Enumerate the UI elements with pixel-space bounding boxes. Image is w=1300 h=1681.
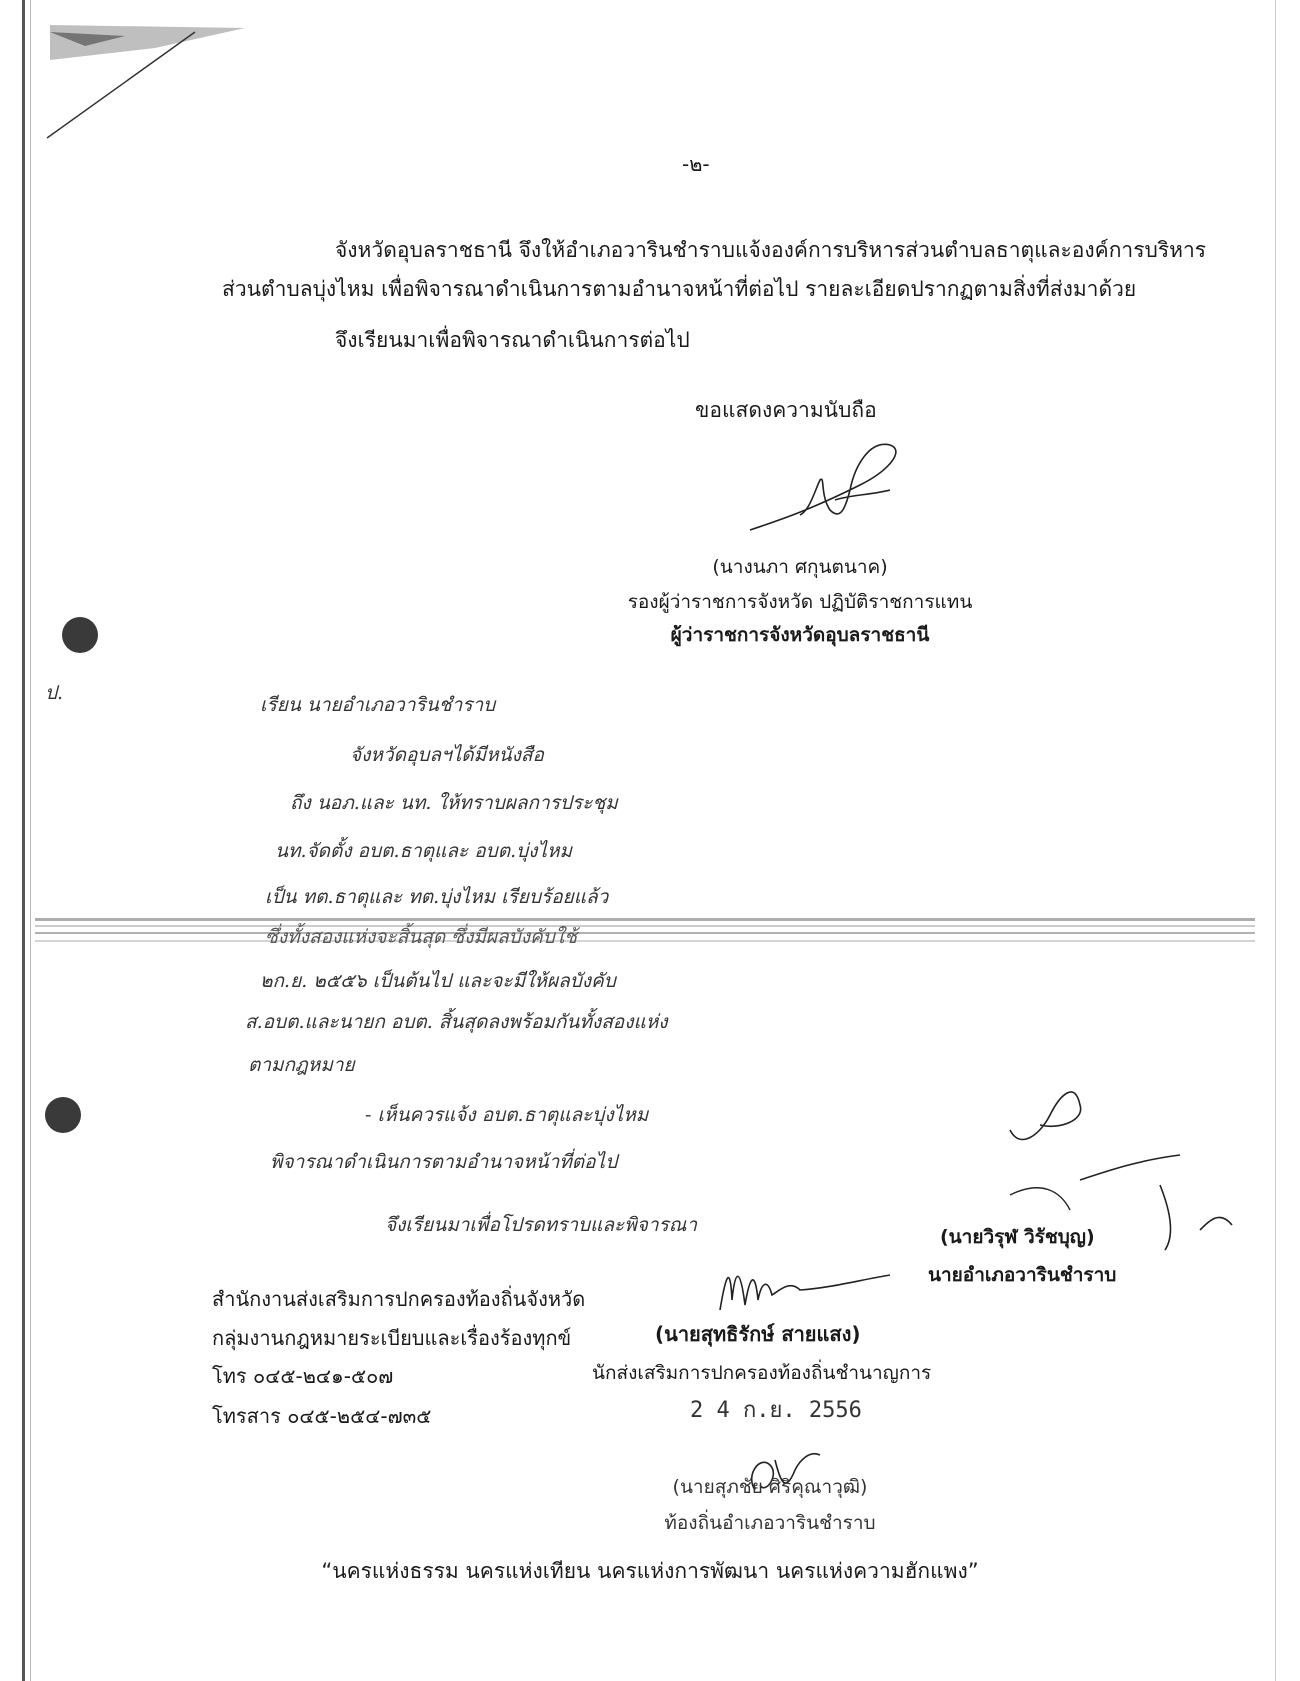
punch-hole-bottom <box>45 1097 81 1133</box>
approver-name: (นายวิรุฬ วิรัชบุญ) <box>940 1226 1095 1248</box>
scan-edge-left <box>22 0 25 1681</box>
folded-corner-mark <box>45 20 255 170</box>
scan-edge-inner <box>30 0 31 1681</box>
office-name-line-1: สำนักงานส่งเสริมการปกครองท้องถิ่นจังหวัด <box>212 1287 586 1311</box>
handwritten-line-11: พิจารณาดำเนินการตามอำนาจหน้าที่ต่อไป <box>270 1151 618 1173</box>
office-fax: โทรสาร ๐๔๕-๒๕๔-๗๓๕ <box>212 1404 432 1428</box>
handwritten-line-2: จังหวัดอุบลฯได้มีหนังสือ <box>350 744 544 766</box>
punch-hole-top <box>62 617 98 653</box>
officer-title: นักส่งเสริมการปกครองท้องถิ่นชำนาญการ <box>592 1362 932 1384</box>
office-name-line-2: กลุ่มงานกฎหมายระเบียบและเรื่องร้องทุกข์ <box>212 1326 572 1350</box>
approver-title: นายอำเภอวารินชำราบ <box>928 1264 1117 1286</box>
received-date-stamp: 2 4 ก.ย. 2556 <box>690 1398 862 1423</box>
handwritten-line-7: ๒ก.ย. ๒๕๕๖ เป็นต้นไป และจะมีให้ผลบังคับ <box>260 970 616 992</box>
city-motto: “นครแห่งธรรม นครแห่งเทียน นครแห่งการพัฒนา นครแห่งความฮักแพง” <box>321 1559 979 1583</box>
officer-signature <box>700 1250 900 1320</box>
body-paragraph-1-line-1: จังหวัดอุบลราชธานี จึงให้อำเภอวารินชำราบแจ้งองค์การบริหารส่วนตำบลธาตุและองค์การบริหาร <box>335 238 1207 262</box>
handwritten-line-12: จึงเรียนมาเพื่อโปรดทราบและพิจารณา <box>385 1214 698 1236</box>
signatory-name: (นางนภา ศกุนตนาค) <box>712 556 888 578</box>
handwritten-line-6: ซึ่งทั้งสองแห่งจะสิ้นสุด ซึ่งมีผลบังคับใช้ <box>265 926 577 948</box>
local-officer-title: ท้องถิ่นอำเภอวารินชำราบ <box>664 1512 876 1534</box>
handwritten-margin-mark: ป. <box>45 682 64 704</box>
office-telephone: โทร ๐๔๕-๒๔๑-๕๐๗ <box>212 1364 394 1388</box>
scan-artifact-band <box>35 912 1255 952</box>
handwritten-line-10: - เห็นควรแจ้ง อบต.ธาตุและบุ่งไหม <box>365 1104 649 1126</box>
handwritten-line-9: ตามกฎหมาย <box>248 1054 355 1076</box>
body-paragraph-1-line-2: ส่วนตำบลบุ่งไหม เพื่อพิจารณาดำเนินการตามอำนาจหน้าที่ต่อไป รายละเอียดปรากฏตามสิ่งที่ส่งมาด้วย <box>222 277 1137 301</box>
signatory-title-1: รองผู้ว่าราชการจังหวัด ปฏิบัติราชการแทน <box>627 591 973 613</box>
governor-signature <box>740 440 920 550</box>
scan-edge-right <box>1275 0 1276 1681</box>
handwritten-line-3: ถึง นอภ.และ นท. ให้ทราบผลการประชุม <box>290 792 618 814</box>
page-number: -๒- <box>682 152 710 176</box>
handwritten-line-8: ส.อบต.และนายก อบต. สิ้นสุดลงพร้อมกันทั้งสองแห่ง <box>245 1011 668 1033</box>
signatory-title-2: ผู้ว่าราชการจังหวัดอุบลราชธานี <box>670 624 930 646</box>
handwritten-line-1: เรียน นายอำเภอวารินชำราบ <box>260 694 496 716</box>
local-officer-name: (นายสุภชัย ศิริคุณาวุฒิ) <box>672 1476 868 1498</box>
body-paragraph-2: จึงเรียนมาเพื่อพิจารณาดำเนินการต่อไป <box>335 328 690 352</box>
handwritten-line-5: เป็น ทต.ธาตุและ ทต.บุ่งไหม เรียบร้อยแล้ว <box>265 886 609 908</box>
officer-name: (นายสุทธิรักษ์ สายแสง) <box>655 1322 861 1346</box>
handwritten-line-4: นท.จัดตั้ง อบต.ธาตุและ อบต.บุ่งไหม <box>275 840 573 862</box>
closing-salutation: ขอแสดงความนับถือ <box>695 398 877 422</box>
